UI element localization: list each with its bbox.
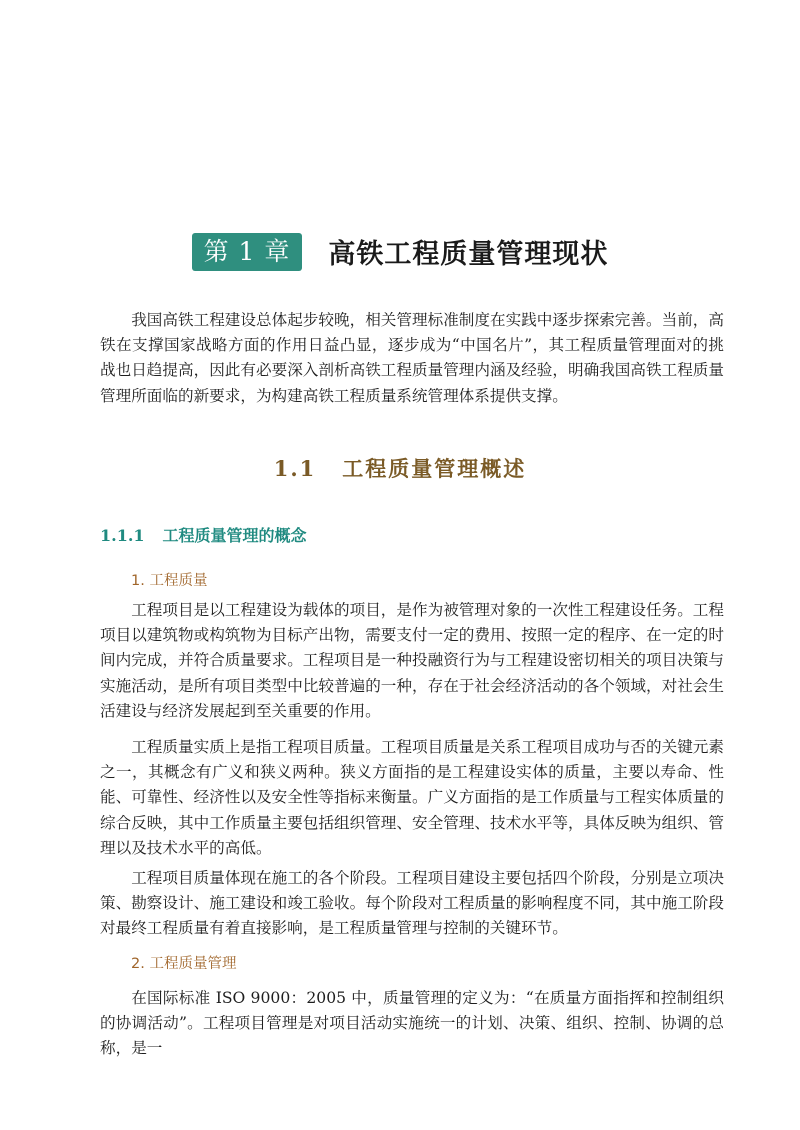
subsection-heading (100, 523, 307, 546)
chapter-title: 高铁工程质量管理现状 (328, 239, 609, 270)
section-heading (0, 453, 800, 483)
subsection-title: 工程质量管理的概念 (162, 526, 307, 545)
intro-paragraph: 我国高铁工程建设总体起步较晚，相关管理标准制度在实践中逐步探索完善。当前，高铁在支撑国家战略方面的作用日益凸显，逐步成为“中国名片”，其工程质量管理面对的挑战也日趋提高，因此有必要深入剖析高铁工程质量管理内涵及经验，明确我国高铁工程质量管理所面临的新要求，为构建高铁工程质量系统管理体系提供支撑。 (100, 311, 724, 405)
item-heading-quality-management: 2. 工程质量管理 (131, 956, 237, 972)
section-number: 1.1 (273, 456, 317, 481)
body-paragraph: 在国际标准 ISO 9000：2005 中，质量管理的定义为：“在质量方面指挥和控制组织的协调活动”。工程项目管理是对项目活动实施统一的计划、决策、组织、控制、协调的总称，是一 (100, 989, 724, 1058)
chapter-heading (0, 232, 800, 271)
body-paragraph: 工程项目是以工程建设为载体的项目，是作为被管理对象的一次性工程建设任务。工程项目以建筑物或构筑物为目标产出物，需要支付一定的费用、按照一定的程序、在一定的时间内完成，并符合质量要求。工程项目是一种投融资行为与工程建设密切相关的项目决策与实施活动，是所有项目类型中比较普遍的一种，存在于社会经济活动的各个领域，对社会生活建设与经济发展起到至关重要的作用。 (100, 601, 724, 720)
subsection-number: 1.1.1 (100, 526, 145, 545)
chapter-number-badge: 第 1 章 (192, 233, 303, 271)
body-paragraph: 工程项目质量体现在施工的各个阶段。工程项目建设主要包括四个阶段，分别是立项决策、勘察设计、施工建设和竣工验收。每个阶段对工程质量的影响程度不同，其中施工阶段对最终工程质量有着直接影响，是工程质量管理与控制的关键环节。 (100, 869, 724, 938)
section-title: 工程质量管理概述 (342, 456, 527, 481)
item-heading-engineering-quality: 1. 工程质量 (131, 573, 208, 589)
body-paragraph: 工程质量实质上是指工程项目质量。工程项目质量是关系工程项目成功与否的关键元素之一，其概念有广义和狭义两种。狭义方面指的是工程建设实体的质量，主要以寿命、性能、可靠性、经济性以及安全性等指标来衡量。广义方面指的是工作质量与工程实体质量的综合反映，其中工作质量主要包括组织管理、安全管理、技术水平等，具体反映为组织、管理以及技术水平的高低。 (100, 738, 724, 857)
